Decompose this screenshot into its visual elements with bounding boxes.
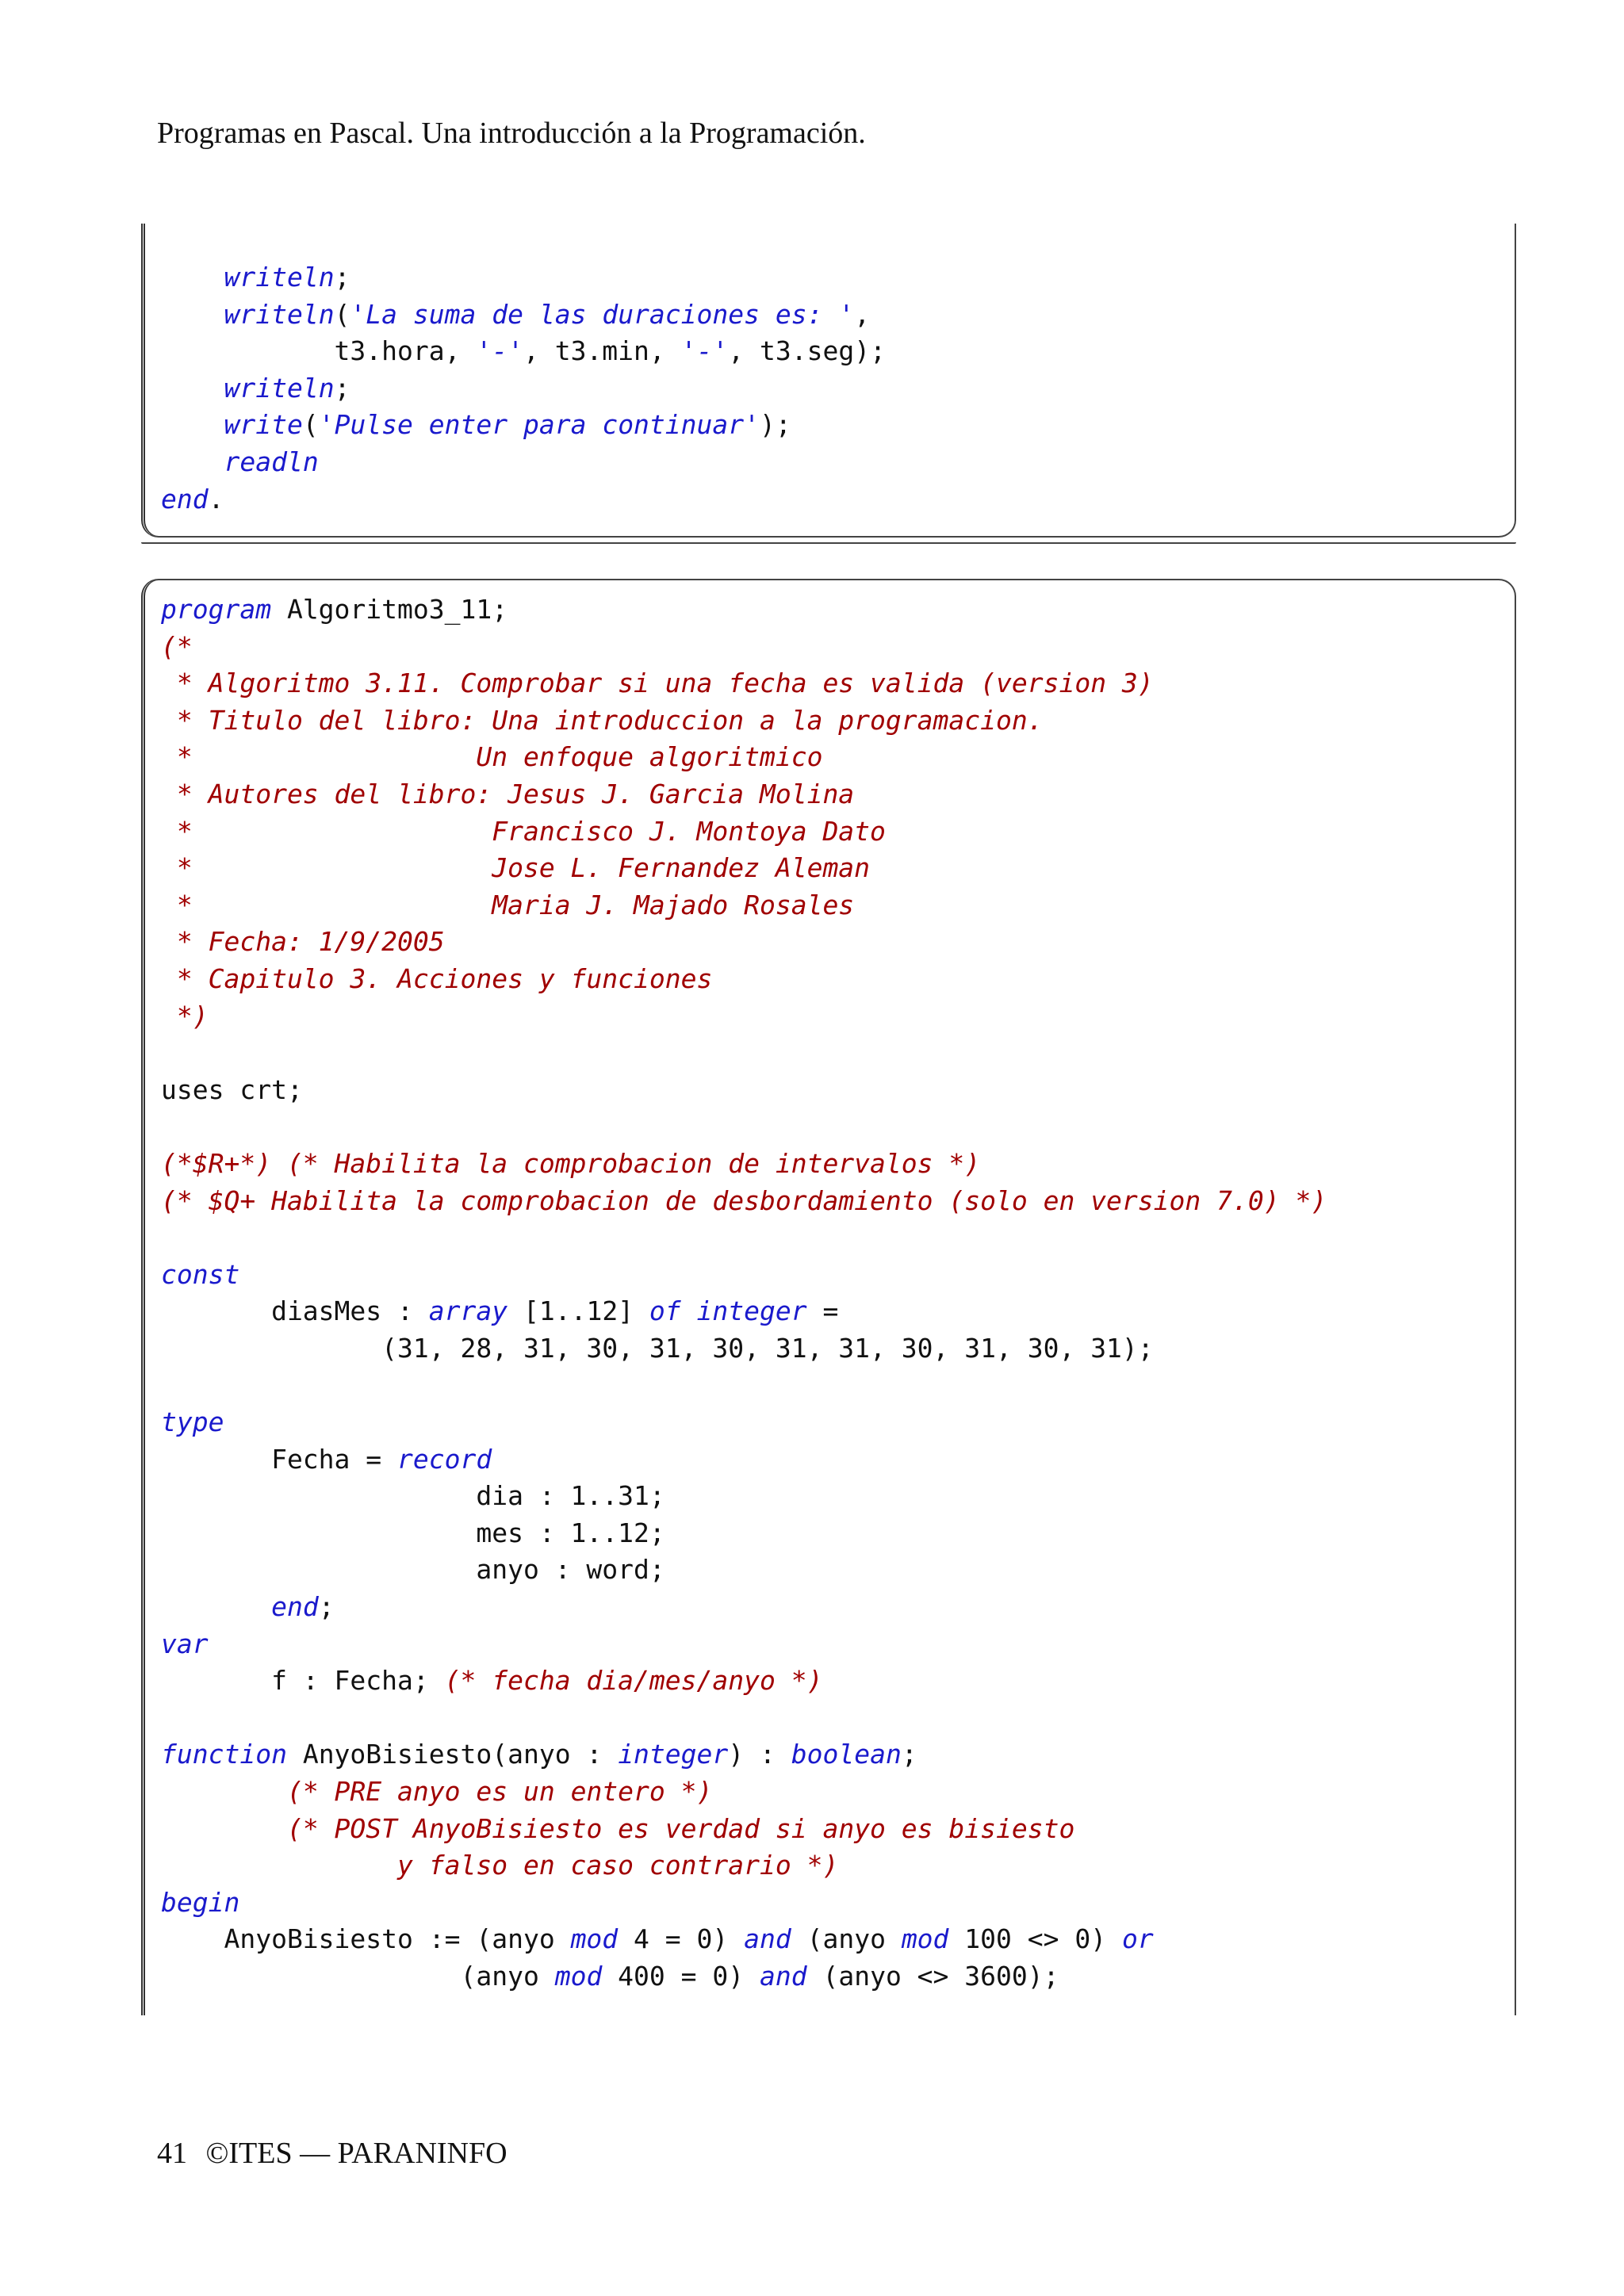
keyword-token: var: [161, 1628, 209, 1659]
code-line: [161, 1333, 1154, 1364]
code-token: 400 = 0): [602, 1960, 760, 1992]
comment-token: (*: [161, 630, 193, 662]
comment-token: (* fecha dia/mes/anyo *): [444, 1665, 823, 1697]
code-line: [161, 741, 822, 772]
code-block-continuation: [141, 224, 1516, 538]
page-footer: [157, 2136, 519, 2171]
code-token: AnyoBisiesto := (anyo: [161, 1923, 571, 1955]
code-token: ;: [334, 262, 350, 293]
code-token: [161, 299, 224, 330]
keyword-token: mod: [901, 1923, 949, 1955]
code-token: .: [208, 483, 224, 515]
code-line: [161, 852, 870, 883]
code-line: [161, 1554, 665, 1585]
code-line: [161, 262, 350, 293]
code-token: , t3.min,: [523, 335, 681, 367]
string-token: '-': [680, 335, 729, 367]
code-token: (anyo <> 3600);: [806, 1960, 1059, 1992]
keyword-token: writeln: [224, 262, 335, 293]
code-line: [161, 1148, 980, 1179]
code-line: [161, 1739, 917, 1770]
code-line: [161, 1444, 492, 1475]
comment-token: (* $Q+ Habilita la comprobacion de desbordamiento (solo en version 7.0) *): [161, 1184, 1327, 1216]
code-token: f : Fecha;: [161, 1665, 445, 1697]
comment-token: * Titulo del libro: Una introduccion a la programacion.: [161, 704, 1044, 736]
code-token: Fecha =: [161, 1443, 398, 1475]
keyword-token: function: [161, 1739, 287, 1770]
code-line: [161, 1887, 239, 1918]
string-token: 'La suma de las duraciones es: ': [350, 298, 855, 330]
comment-token: * Autores del libro: Jesus J. Garcia Molina: [161, 778, 855, 809]
code-line: [161, 1591, 335, 1622]
code-line: [161, 1628, 209, 1659]
comment-token: * Fecha: 1/9/2005: [161, 926, 445, 958]
keyword-token: const: [161, 1258, 240, 1290]
keyword-token: readln: [224, 446, 319, 477]
code-line: [161, 1923, 1154, 1954]
code-line: [161, 668, 1154, 698]
code-line: [161, 409, 791, 440]
code-line: [161, 1850, 838, 1881]
keyword-token: integer: [618, 1739, 729, 1770]
code-listing-2: [161, 591, 1327, 1996]
code-line: [161, 926, 445, 957]
code-token: ) :: [728, 1739, 791, 1770]
code-line: [161, 1259, 239, 1290]
code-line: [161, 1406, 224, 1437]
comment-token: * Algoritmo 3.11. Comprobar si una fecha es valida (version 3): [161, 668, 1154, 699]
code-line: [161, 1517, 665, 1548]
code-token: (31, 28, 31, 30, 31, 30, 31, 31, 30, 31, 30, 31);: [161, 1332, 1154, 1364]
keyword-token: boolean: [791, 1739, 902, 1770]
code-token: [161, 1813, 287, 1844]
code-line: [161, 1074, 303, 1105]
code-token: mes : 1..12;: [161, 1517, 665, 1548]
keyword-token: writeln: [224, 298, 335, 330]
code-token: (: [334, 298, 350, 330]
comment-token: (* POST AnyoBisiesto es verdad si anyo es bisiesto: [286, 1812, 1075, 1844]
code-token: dia : 1..31;: [161, 1480, 665, 1512]
frame-bottom-rule: [141, 542, 1516, 544]
code-token: [161, 1850, 397, 1881]
comment-token: *): [161, 1000, 209, 1031]
code-token: diasMes :: [161, 1295, 429, 1327]
comment-token: (* PRE anyo es un entero *): [286, 1776, 713, 1807]
code-token: ;: [901, 1739, 917, 1770]
comment-token: * Francisco J. Montoya Dato: [161, 815, 886, 847]
code-token: [161, 1591, 271, 1622]
code-line: [161, 1813, 1074, 1844]
keyword-token: and: [744, 1923, 791, 1955]
page-number: 41: [157, 2137, 187, 2170]
keyword-token: mod: [570, 1923, 619, 1955]
code-line: [161, 299, 870, 330]
code-token: ,: [854, 298, 871, 330]
keyword-token: and: [760, 1960, 807, 1992]
code-line: [161, 963, 712, 994]
keyword-token: writeln: [224, 372, 335, 404]
code-line: [161, 890, 854, 920]
code-token: );: [760, 409, 791, 441]
code-token: , t3.seg);: [728, 335, 886, 367]
code-line: [161, 1480, 665, 1511]
code-line: [161, 446, 319, 477]
keyword-token: begin: [161, 1886, 240, 1918]
keyword-token: record: [397, 1443, 492, 1475]
string-token: '-': [476, 335, 523, 367]
keyword-token: of: [649, 1295, 681, 1327]
keyword-token: end: [271, 1591, 319, 1623]
copyright-notice: ©ITES — PARANINFO: [205, 2137, 508, 2170]
code-token: [161, 373, 224, 404]
code-token: 100 <> 0): [948, 1923, 1122, 1955]
code-block-algoritmo3-11: [141, 579, 1516, 2015]
code-line: [161, 373, 350, 404]
code-token: [1..12]: [508, 1295, 649, 1327]
code-token: Algoritmo3_11;: [271, 594, 508, 625]
code-line: [161, 594, 508, 625]
code-listing-1: [161, 259, 886, 518]
code-line: [161, 705, 1044, 736]
code-line: [161, 1665, 822, 1696]
code-token: [161, 446, 224, 477]
code-token: (: [302, 409, 319, 441]
comment-token: y falso en caso contrario *): [397, 1850, 839, 1881]
code-line: [161, 1185, 1327, 1216]
code-token: [161, 1776, 287, 1807]
keyword-token: program: [161, 594, 272, 625]
code-line: [161, 1961, 1059, 1992]
code-line: [161, 816, 886, 847]
code-token: ;: [318, 1591, 335, 1623]
keyword-token: type: [161, 1406, 224, 1438]
code-token: AnyoBisiesto(anyo :: [286, 1739, 619, 1770]
keyword-token: write: [224, 409, 303, 441]
code-token: [161, 262, 224, 293]
code-token: 4 = 0): [618, 1923, 745, 1955]
comment-token: * Jose L. Fernandez Aleman: [161, 852, 871, 884]
code-line: [161, 484, 224, 515]
code-token: anyo : word;: [161, 1554, 665, 1586]
code-line: [161, 1295, 838, 1326]
keyword-token: end: [161, 483, 209, 515]
string-token: 'Pulse enter para continuar': [318, 409, 760, 441]
keyword-token: integer: [696, 1295, 807, 1327]
comment-token: (*$R+*) (* Habilita la comprobacion de intervalos *): [161, 1147, 981, 1179]
code-line: [161, 779, 854, 809]
code-line: [161, 631, 193, 662]
code-line: [161, 1001, 209, 1031]
code-token: (anyo: [791, 1923, 902, 1955]
code-token: ;: [334, 372, 350, 404]
keyword-token: or: [1121, 1923, 1154, 1955]
code-line: [161, 1776, 712, 1807]
comment-token: * Un enfoque algoritmico: [161, 741, 823, 773]
running-header: Programas en Pascal. Una introducción a la Programación.: [157, 117, 866, 150]
code-token: uses crt;: [161, 1073, 303, 1105]
keyword-token: array: [428, 1295, 508, 1327]
code-token: (anyo: [161, 1960, 555, 1992]
code-token: [161, 409, 224, 440]
comment-token: * Capitulo 3. Acciones y funciones: [161, 962, 713, 994]
code-token: [681, 1295, 697, 1326]
code-token: =: [806, 1295, 839, 1327]
comment-token: * Maria J. Majado Rosales: [161, 889, 855, 920]
code-token: t3.hora,: [161, 335, 477, 367]
code-line: [161, 335, 886, 366]
keyword-token: mod: [554, 1960, 603, 1992]
